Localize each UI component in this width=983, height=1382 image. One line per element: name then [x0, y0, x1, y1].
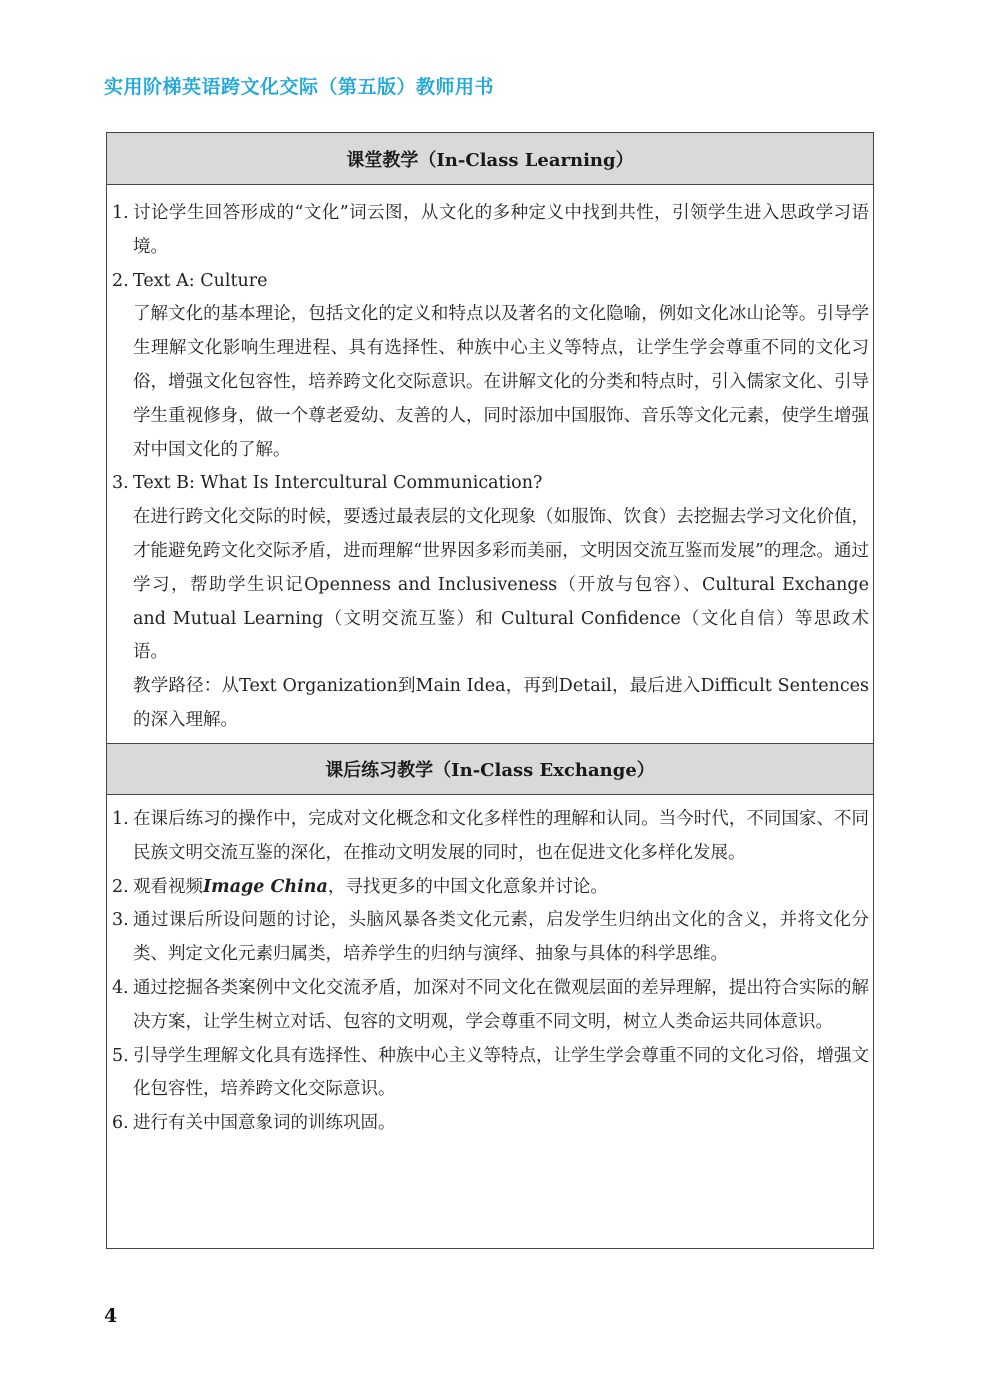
list-item	[111, 265, 869, 299]
item-number: 1.	[112, 203, 129, 223]
list-item	[111, 197, 869, 265]
item-text: 引导学生理解文化具有选择性、种族中心主义等特点，让学生学会尊重不同的文化习俗，增强文化包容性，培养跨文化交际意识。	[133, 1045, 869, 1100]
item-number: 3.	[112, 473, 129, 494]
item-number: 5.	[112, 1045, 129, 1066]
item-number: 6.	[112, 1113, 129, 1134]
list-item	[111, 904, 869, 972]
paragraph: 了解文化的基本理论，包括文化的定义和特点以及著名的文化隐喻，例如文化冰山论等。引导学生理解文化影响生理进程、具有选择性、种族中心主义等特点，让学生学会尊重不同的文化习俗，增强文化包容性，培养跨文化交际意识。在讲解文化的分类和特点时，引入儒家文化、引导学生重视修身，做一个尊老爱幼、友善的人，同时添加中国服饰、音乐等文化元素，使学生增强对中国文化的了解。	[133, 304, 869, 460]
list-item	[111, 803, 869, 871]
item-number: 2.	[112, 876, 129, 897]
item-text: 通过挖掘各类案例中文化交流矛盾，加深对不同文化在微观层面的差异理解，提出符合实际的解决方案，让学生树立对话、包容的文明观，学会尊重不同文明，树立人类命运共同体意识。	[133, 977, 869, 1032]
item-text-suffix: ，寻找更多的中国文化意象并讨论。	[327, 876, 608, 897]
list-item	[111, 1040, 869, 1108]
list-item	[111, 871, 869, 905]
video-title: Image China	[203, 876, 328, 897]
section-body-in-class-learning	[107, 197, 873, 738]
item-text: 进行有关中国意象词的训练巩固。	[133, 1113, 396, 1134]
section-body-in-class-exchange	[107, 803, 873, 1141]
running-header-title: 实用阶梯英语跨文化交际（第五版）教师用书	[104, 76, 495, 98]
item-number: 3.	[112, 910, 129, 931]
item-text: Text A: Culture	[133, 270, 268, 291]
paragraph: 在进行跨文化交际的时候，要透过最表层的文化现象（如服饰、饮食）去挖掘去学习文化价值，才能避免跨文化交际矛盾，进而理解“世界因多彩而美丽，文明因交流互鉴而发展”的理念。通过学习，帮助学生识记Openness and Inclusiveness（开放与包容）、Cultural Exchange and Mutual Learning（文明交流互鉴）和 Cultural Confidence（文化自信）等思政术语。	[133, 507, 869, 663]
list-item	[111, 1107, 869, 1141]
list-item	[111, 972, 869, 1040]
item-text: 在课后练习的操作中，完成对文化概念和文化多样性的理解和认同。当今时代，不同国家、不同民族文明交流互鉴的深化，在推动文明发展的同时，也在促进文化多样化发展。	[133, 809, 869, 863]
item-text: Text B: What Is Intercultural Communication?	[133, 473, 543, 494]
item-text: 讨论学生回答形成的“文化”词云图，从文化的多种定义中找到共性，引领学生进入思政学习语境。	[133, 203, 869, 257]
item-number: 1.	[112, 809, 129, 829]
item-number: 4.	[112, 977, 129, 998]
item-text: 通过课后所设问题的讨论，头脑风暴各类文化元素，启发学生归纳出文化的含义，并将文化分类、判定文化元素归属类，培养学生的归纳与演绎、抽象与具体的科学思维。	[133, 910, 869, 965]
item-text-prefix: 观看视频	[133, 876, 203, 897]
item-number: 2.	[112, 270, 129, 291]
page-number: 4	[104, 1305, 118, 1327]
list-item	[111, 467, 869, 501]
section-heading-in-class-exchange: 课后练习教学（In-Class Exchange）	[107, 743, 873, 795]
paragraph: 教学路径：从Text Organization到Main Idea，再到Detail，最后进入Difficult Sentences的深入理解。	[133, 676, 869, 730]
section-heading-in-class-learning: 课堂教学（In-Class Learning）	[107, 133, 873, 185]
teaching-content-table	[106, 132, 874, 1249]
